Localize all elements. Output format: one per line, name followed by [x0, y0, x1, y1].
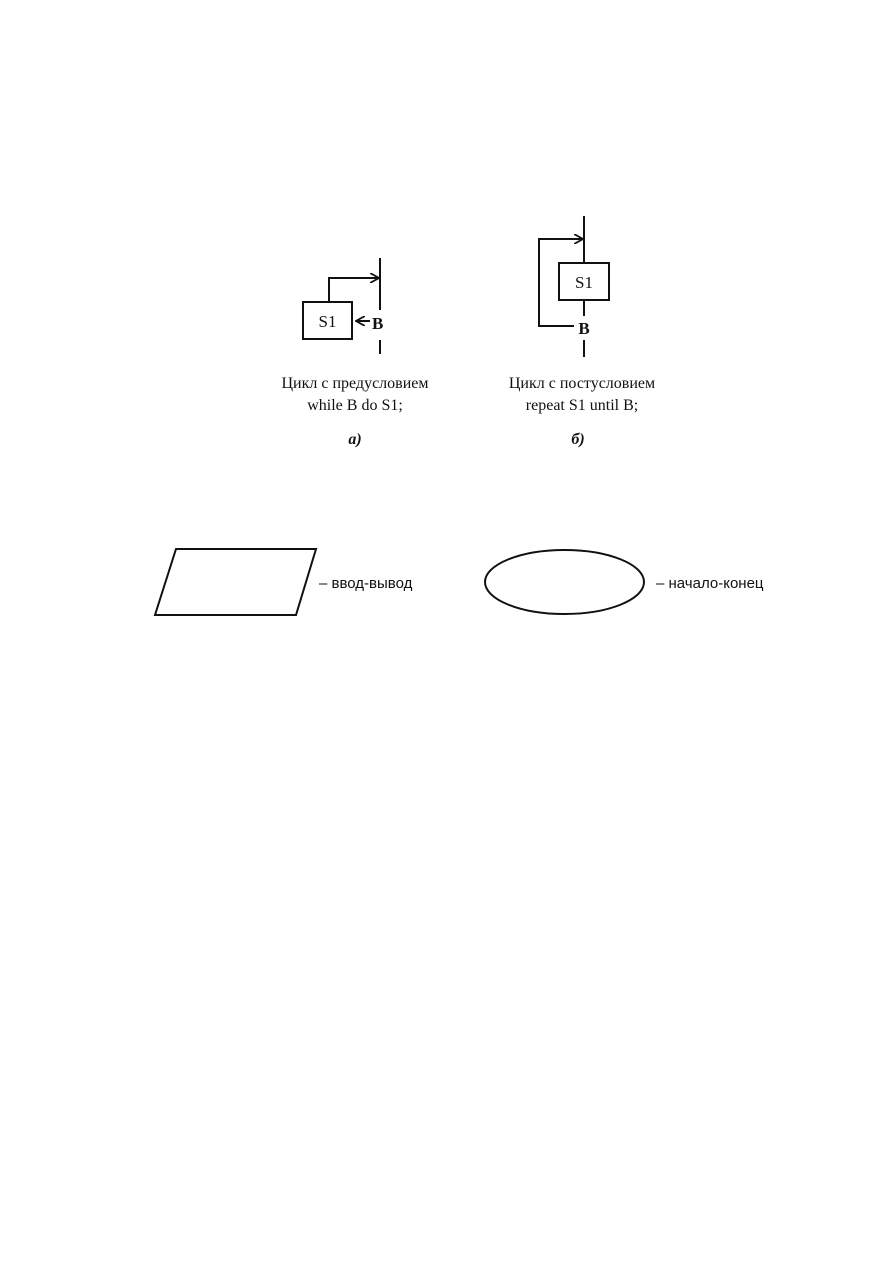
condition-label: B: [372, 314, 384, 333]
subfigure-label: а): [348, 431, 362, 448]
terminal-symbol-legend: [485, 550, 764, 614]
caption-line-1: Цикл с постусловием: [508, 375, 656, 392]
ellipse-shape: [485, 550, 644, 614]
while-loop-diagram: [282, 258, 429, 448]
io-symbol-legend: [155, 549, 413, 615]
caption-line-2: while B do S1;: [307, 397, 403, 414]
statement-label: S1: [575, 273, 593, 292]
io-legend-label: – ввод-вывод: [319, 575, 413, 592]
loop-back-arrow: [329, 278, 379, 302]
parallelogram-shape: [155, 549, 316, 615]
subfigure-label: б): [571, 431, 585, 448]
statement-label: S1: [318, 312, 337, 331]
repeat-loop-diagram: [509, 216, 655, 448]
caption-line-1: Цикл с предусловием: [281, 375, 429, 392]
terminal-legend-label: – начало-конец: [656, 575, 764, 592]
condition-label: B: [578, 319, 590, 338]
caption-line-2: repeat S1 until B;: [525, 397, 639, 414]
